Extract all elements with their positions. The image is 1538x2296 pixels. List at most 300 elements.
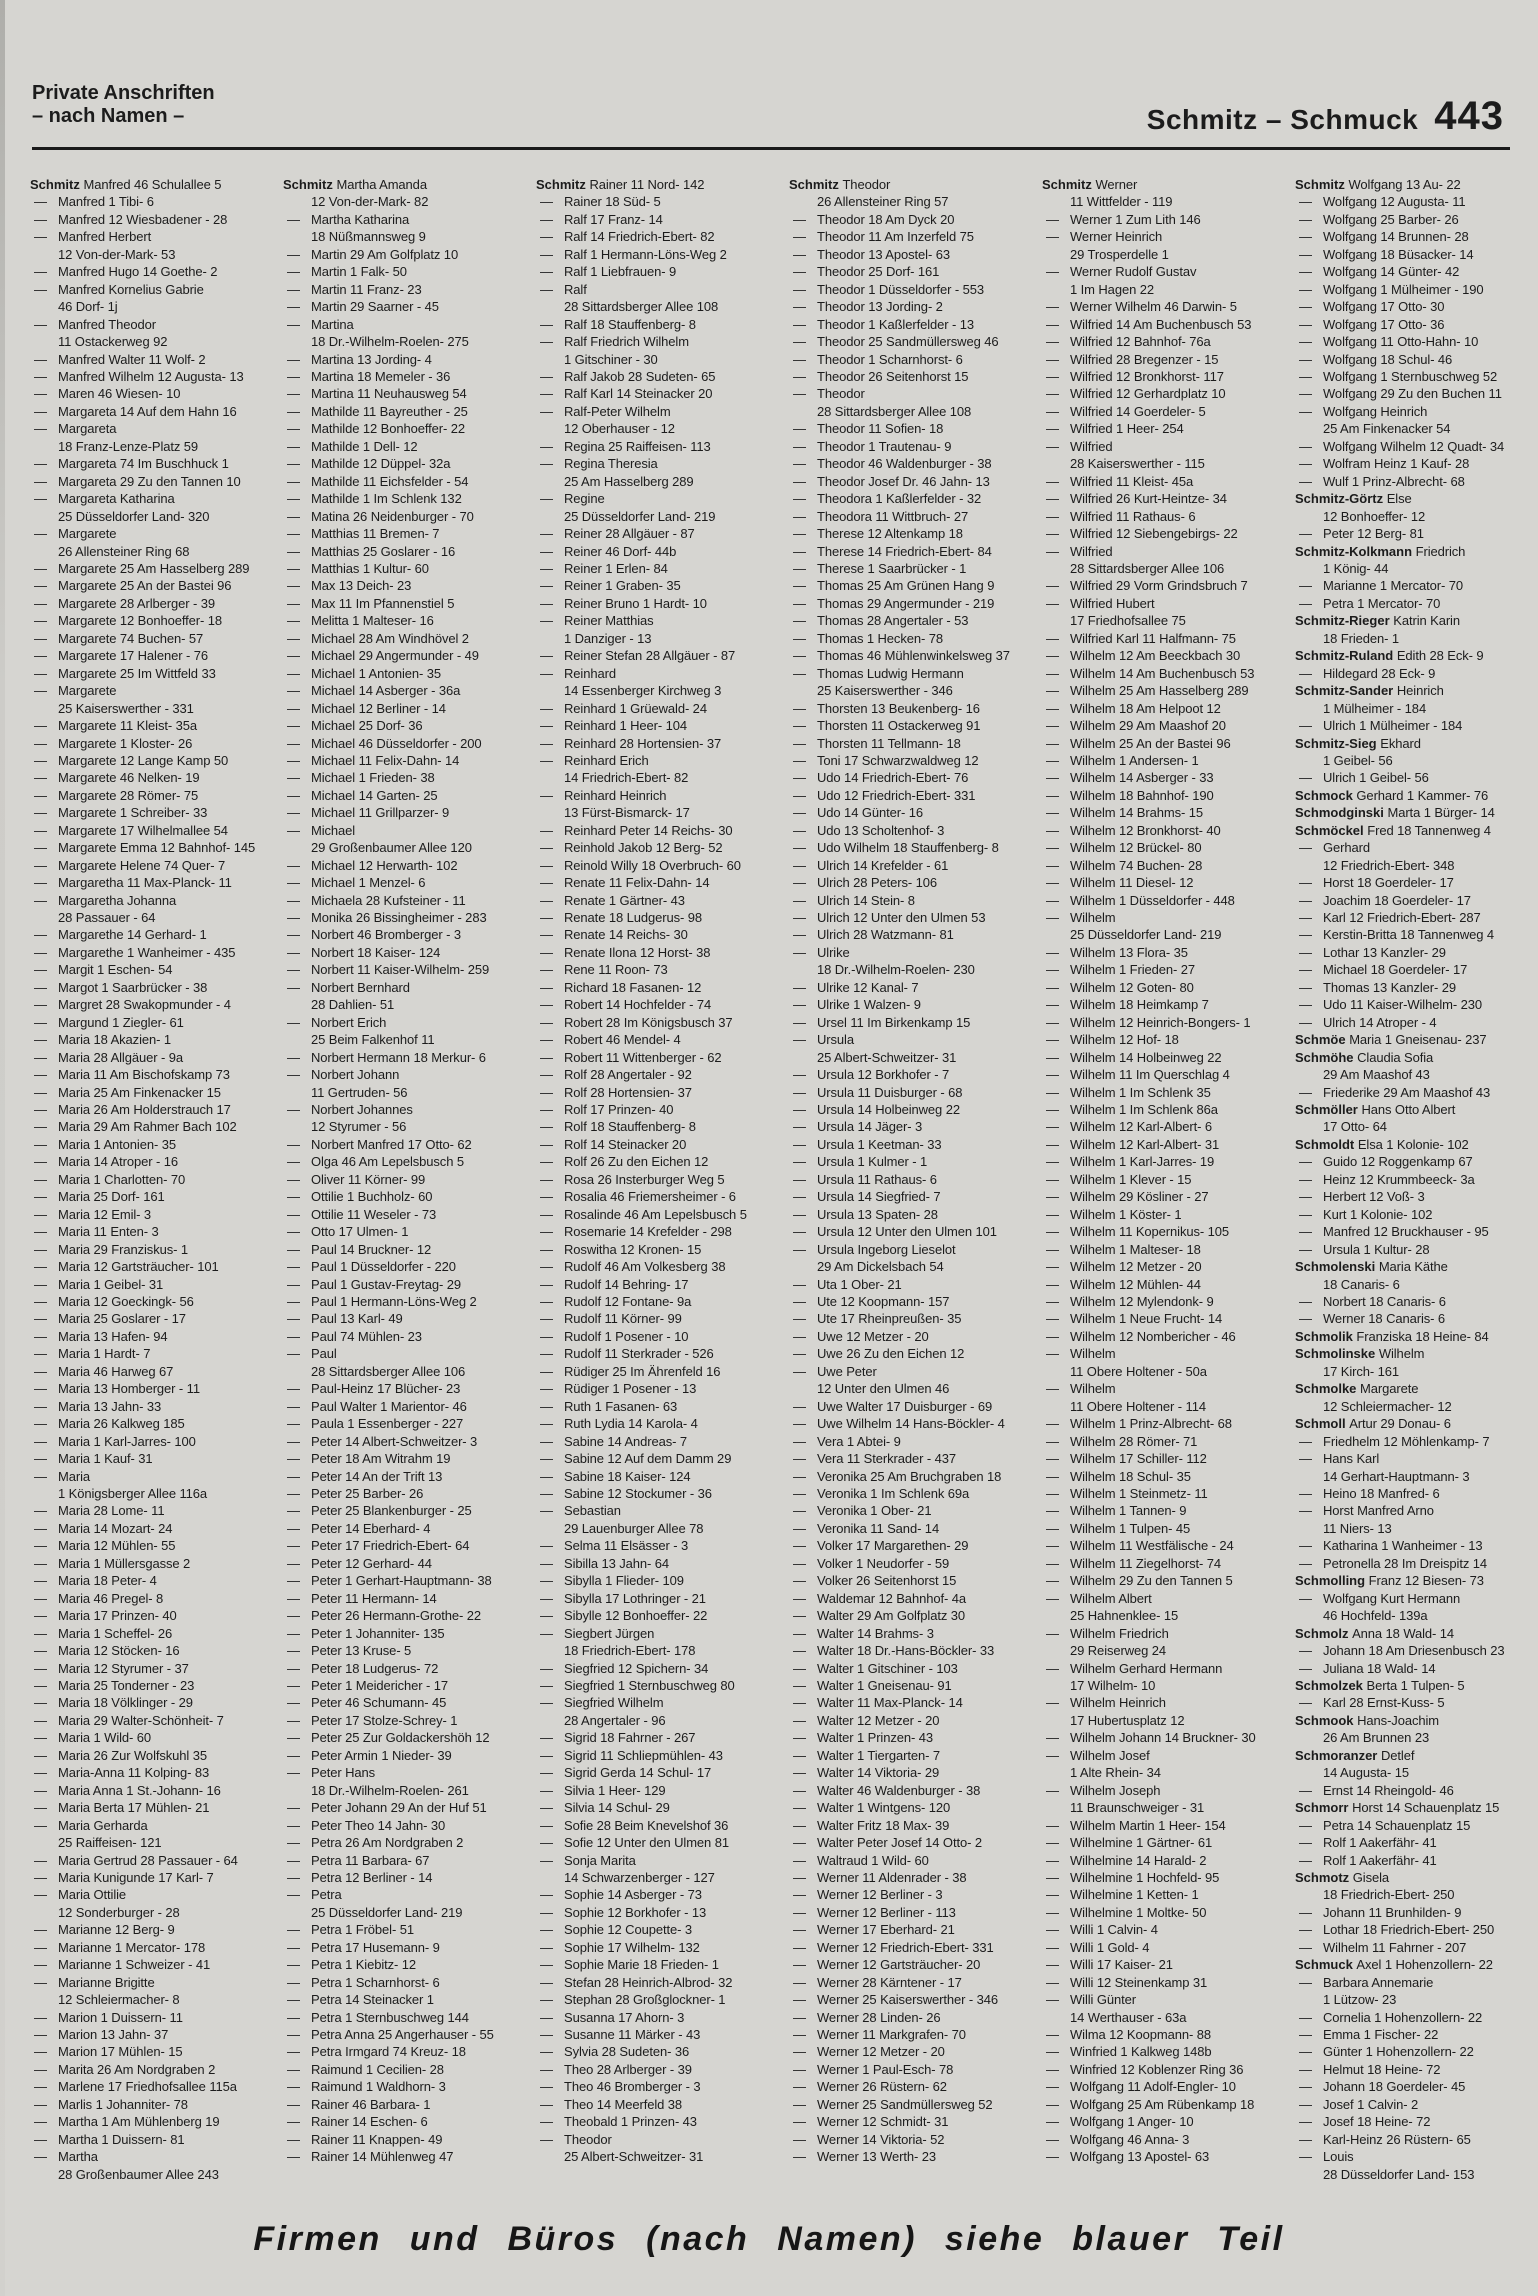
entry-continuation: 18 Dr.-Wilhelm-Roelen- 275: [311, 334, 469, 350]
ditto-dash: —: [1299, 2009, 1312, 2025]
entry-line: — Reinhard 1 Grüewald- 24: [540, 700, 707, 716]
ditto-dash: —: [540, 1800, 553, 1816]
ditto-dash: —: [287, 386, 300, 402]
entry-line: — Friederike 29 Am Maashof 43: [1299, 1084, 1491, 1100]
ditto-dash: —: [1046, 491, 1059, 507]
ditto-dash: —: [1046, 1416, 1059, 1432]
ditto-dash: —: [34, 560, 47, 576]
ditto-dash: —: [540, 613, 553, 629]
directory-entry: [789, 385, 1033, 420]
ditto-dash: —: [34, 1259, 47, 1275]
entry-line: — Willi Günter: [1046, 1992, 1136, 2008]
ditto-dash: —: [540, 246, 553, 262]
directory-entry: [283, 804, 527, 821]
ditto-dash: —: [1299, 1294, 1312, 1309]
directory-entry: [789, 787, 1033, 804]
ditto-dash: —: [34, 1381, 47, 1397]
ditto-dash: —: [540, 1171, 553, 1187]
directory-entry: [1295, 1921, 1538, 1938]
ditto-dash: —: [1299, 595, 1312, 611]
entry-line: — Wilhelm Johann 14 Bruckner- 30: [1046, 1730, 1256, 1746]
entry-line: — Wilhelm 1 Köster- 1: [1046, 1206, 1182, 1222]
ditto-dash: —: [34, 1433, 47, 1449]
directory-entry: [30, 193, 274, 210]
entry-line: — Theo 46 Bromberger - 3: [540, 2079, 701, 2095]
entry-line: — Margarete Emma 12 Bahnhof- 145: [34, 840, 256, 856]
entry-line: — Wolfgang 17 Otto- 36: [1299, 316, 1445, 332]
directory-entry: [1295, 1153, 1538, 1170]
directory-entry: [1042, 228, 1286, 263]
directory-entry: [789, 1398, 1033, 1415]
entry-line: — Margarete 17 Halener - 76: [34, 648, 208, 664]
ditto-dash: —: [793, 1276, 806, 1292]
directory-entry: [536, 996, 780, 1013]
entry-line: — Petra 1 Scharnhorst- 6: [287, 1974, 440, 1990]
ditto-dash: —: [287, 1189, 300, 1205]
ditto-dash: —: [540, 1224, 553, 1240]
ditto-dash: —: [287, 1206, 300, 1222]
ditto-dash: —: [287, 665, 300, 681]
directory-entry: [283, 316, 527, 351]
entry-continuation: 1 Im Hagen 22: [1070, 281, 1154, 297]
ditto-dash: —: [34, 1538, 47, 1554]
entry-continuation: 46 Hochfeld- 139a: [1323, 1608, 1428, 1624]
ditto-dash: —: [1299, 438, 1312, 454]
entry-line: — Margarete 25 Im Wittfeld 33: [34, 665, 216, 681]
entry-line: — Rolf 17 Prinzen- 40: [540, 1102, 674, 1118]
entry-line: — Lothar 18 Friedrich-Ebert- 250: [1299, 1922, 1495, 1938]
entry-line: — Michael 11 Grillparzer- 9: [287, 805, 450, 821]
directory-entry: [30, 804, 274, 821]
entry-line: — Mathilde 1 Dell- 12: [287, 438, 418, 454]
ditto-dash: —: [287, 1765, 300, 1781]
page-number: 443: [1434, 94, 1504, 138]
ditto-dash: —: [1046, 229, 1059, 245]
ditto-dash: —: [287, 1817, 300, 1833]
entry-continuation: 25 Beim Falkenhof 11: [311, 1032, 435, 1048]
entry-line: — Maria Gerharda: [34, 1817, 148, 1833]
directory-entry: [1042, 508, 1286, 525]
entry-line: — Reinhard Peter 14 Reichs- 30: [540, 822, 733, 838]
ditto-dash: —: [287, 1503, 300, 1519]
ditto-dash: —: [1046, 438, 1059, 454]
directory-entry: [283, 368, 527, 385]
ditto-dash: —: [1299, 944, 1312, 960]
entry-line: — Wilhelm Josef: [1046, 1747, 1150, 1763]
entry-line: — Maria 1 Wild- 60: [34, 1730, 152, 1746]
entry-line: — Theodor 25 Dorf- 161: [793, 264, 940, 280]
ditto-dash: —: [1046, 1294, 1059, 1309]
ditto-dash: —: [540, 1660, 553, 1676]
directory-entry: [1295, 996, 1538, 1013]
ditto-dash: —: [34, 1555, 47, 1571]
ditto-dash: —: [287, 910, 300, 926]
entry-line: — Martha Katharina: [287, 211, 410, 227]
ditto-dash: —: [1046, 2044, 1059, 2060]
directory-entry: [283, 490, 527, 507]
entry-line: — Herbert 12 Voß- 3: [1299, 1189, 1425, 1205]
ditto-dash: —: [1046, 1695, 1059, 1711]
entry-line: — Norbert 46 Bromberger - 3: [287, 927, 461, 943]
entry-line: — Reiner 1 Erlen- 84: [540, 560, 668, 576]
directory-entry: [789, 752, 1033, 769]
entry-continuation: 1 Geibel- 56: [1323, 752, 1393, 768]
entry-line: — Margareta 14 Auf dem Hahn 16: [34, 403, 237, 419]
entry-line: — Uwe Wilhelm 14 Hans-Böckler- 4: [793, 1416, 1005, 1432]
directory-entry: [1042, 438, 1286, 473]
entry-line: — Rudolf 11 Sterkrader - 526: [540, 1346, 714, 1362]
ditto-dash: —: [793, 1067, 806, 1083]
ditto-dash: —: [793, 386, 806, 402]
directory-entry: [1042, 1049, 1286, 1066]
ditto-dash: —: [540, 822, 553, 838]
ditto-dash: —: [793, 264, 806, 280]
entry-line: — Ulrike 12 Kanal- 7: [793, 979, 919, 995]
entry-line: — Werner 1 Paul-Esch- 78: [793, 2061, 954, 2077]
entry-line: — Rolf 14 Steinacker 20: [540, 1136, 687, 1152]
entry-line: — Rudolf 14 Behring- 17: [540, 1276, 689, 1292]
directory-entry: [789, 211, 1033, 228]
entry-line: — Siegfried Wilhelm: [540, 1695, 664, 1711]
ditto-dash: —: [34, 1346, 47, 1362]
ditto-dash: —: [34, 805, 47, 821]
directory-entry: [789, 1468, 1033, 1485]
ditto-dash: —: [34, 2009, 47, 2025]
directory-entry: [1042, 1171, 1286, 1188]
directory-entry: [30, 351, 274, 368]
directory-entry: [30, 1520, 274, 1537]
ditto-dash: —: [793, 1573, 806, 1589]
entry-continuation: 25 Düsseldorfer Land- 320: [58, 508, 210, 524]
entry-line: — Willi 1 Calvin- 4: [1046, 1922, 1158, 1938]
directory-entry: [789, 1939, 1033, 1956]
ditto-dash: —: [1299, 1206, 1312, 1222]
directory-entry: [1042, 1223, 1286, 1240]
directory-entry: [1295, 1852, 1538, 1869]
entry-line: — Peter Armin 1 Nieder- 39: [287, 1747, 452, 1763]
ditto-dash: —: [793, 595, 806, 611]
entry-line: — Sonja Marita: [540, 1852, 636, 1868]
entry-line: — Udo 11 Kaiser-Wilhelm- 230: [1299, 997, 1482, 1013]
ditto-dash: —: [1046, 1887, 1059, 1903]
entry-line: — Sophie Marie 18 Frieden- 1: [540, 1957, 719, 1973]
ditto-dash: —: [34, 1765, 47, 1781]
entry-line: — Ralf: [540, 281, 587, 297]
ditto-dash: —: [540, 2061, 553, 2077]
ditto-dash: —: [540, 578, 553, 594]
entry-line: — Walter Fritz 18 Max- 39: [793, 1817, 950, 1833]
ditto-dash: —: [1046, 1538, 1059, 1554]
ditto-dash: —: [793, 1869, 806, 1885]
directory-entry: [1295, 822, 1538, 839]
ditto-dash: —: [287, 1416, 300, 1432]
ditto-dash: —: [34, 683, 47, 699]
entry-line: — Regina 25 Raiffeisen- 113: [540, 438, 711, 454]
directory-entry: [1295, 403, 1538, 438]
directory-entry: [283, 1921, 527, 1938]
directory-entry: [283, 926, 527, 943]
entry-line: Schmoldt Elsa 1 Kolonie- 102: [1295, 1136, 1469, 1152]
entry-line: — Wilhelm 1 Neue Frucht- 14: [1046, 1311, 1223, 1327]
directory-entry: [283, 1520, 527, 1537]
directory-entry: [1295, 351, 1538, 368]
ditto-dash: —: [793, 648, 806, 664]
entry-line: — Robert 14 Hochfelder - 74: [540, 997, 712, 1013]
entry-line: — Wilhelmine 1 Ketten- 1: [1046, 1887, 1199, 1903]
directory-entry: [30, 1153, 274, 1170]
directory-entry: [30, 595, 274, 612]
directory-entry: [1042, 1415, 1286, 1432]
directory-entry: [1295, 490, 1538, 525]
entry-line: — Ulrike 1 Walzen- 9: [793, 997, 921, 1013]
entry-line: — Willi 17 Kaiser- 21: [1046, 1957, 1173, 1973]
directory-entry: [1042, 1625, 1286, 1660]
directory-entry: [30, 926, 274, 943]
directory-entry: [1295, 1101, 1538, 1136]
entry-line: Schmodginski Marta 1 Bürger- 14: [1295, 805, 1495, 821]
directory-entry: [789, 700, 1033, 717]
ditto-dash: —: [793, 1747, 806, 1763]
directory-entry: [536, 612, 780, 647]
ditto-dash: —: [793, 421, 806, 437]
entry-line: — Margit 1 Eschen- 54: [34, 962, 173, 978]
ditto-dash: —: [540, 840, 553, 856]
entry-line: — Wilhelm 18 Am Helpoot 12: [1046, 700, 1221, 716]
ditto-dash: —: [34, 2044, 47, 2060]
directory-entry: [283, 211, 527, 246]
entry-line: — Wilhelm Gerhard Hermann: [1046, 1660, 1223, 1676]
surname: Schmuck: [1295, 1957, 1357, 1973]
ditto-dash: —: [1299, 2131, 1312, 2147]
ditto-dash: —: [287, 1660, 300, 1676]
ditto-dash: —: [540, 962, 553, 978]
entry-line: — Wilhelm: [1046, 910, 1116, 926]
entry-line: — Wilhelm 18 Heimkamp 7: [1046, 997, 1209, 1013]
directory-entry: [1042, 630, 1286, 647]
ditto-dash: —: [1299, 1782, 1312, 1798]
directory-entry: [30, 2096, 274, 2113]
ditto-dash: —: [540, 1765, 553, 1781]
entry-line: Schmotz Gisela: [1295, 1869, 1390, 1885]
entry-line: — Maria 29 Walter-Schönheit- 7: [34, 1712, 224, 1728]
ditto-dash: —: [34, 456, 47, 472]
ditto-dash: —: [1299, 1922, 1312, 1938]
directory-entry: [536, 438, 780, 455]
entry-continuation: 12 Oberhauser - 12: [564, 421, 675, 437]
entry-line: — Martha 1 Duissern- 81: [34, 2131, 185, 2147]
entry-line: — Peter 25 Blankenburger - 25: [287, 1503, 472, 1519]
directory-entry: [536, 1014, 780, 1031]
directory-entry: [30, 2061, 274, 2078]
entry-line: — Michael 1 Antonien- 35: [287, 665, 442, 681]
entry-line: — Rosalinde 46 Am Lepelsbusch 5: [540, 1206, 747, 1222]
entry-line: — Ralf Karl 14 Steinacker 20: [540, 386, 713, 402]
directory-entry: [1295, 769, 1538, 786]
entry-line: — Wilhelm 1 Im Schlenk 86a: [1046, 1102, 1218, 1118]
entry-line: — Maria 14 Mozart- 24: [34, 1520, 173, 1536]
directory-entry: [1042, 1066, 1286, 1083]
entry-line: — Uta 1 Ober- 21: [793, 1276, 902, 1292]
entry-line: — Ruth Lydia 14 Karola- 4: [540, 1416, 698, 1432]
entry-line: — Wolfgang 17 Otto- 30: [1299, 299, 1445, 315]
ditto-dash: —: [1046, 997, 1059, 1013]
ditto-dash: —: [793, 1520, 806, 1536]
directory-entry: [536, 1241, 780, 1258]
entry-line: — Rolf 26 Zu den Eichen 12: [540, 1154, 709, 1170]
entry-line: Schmitz-Sieg Ekhard: [1295, 735, 1421, 751]
ditto-dash: —: [793, 1206, 806, 1222]
ditto-dash: —: [287, 578, 300, 594]
ditto-dash: —: [793, 1398, 806, 1414]
entry-line: — Ursula 11 Rathaus- 6: [793, 1171, 937, 1187]
ditto-dash: —: [287, 1381, 300, 1397]
directory-entry: [1295, 787, 1538, 804]
surname: Schmitz: [1042, 177, 1096, 192]
entry-line: — Manfred 1 Tibi- 6: [34, 194, 154, 210]
entry-line: Schmitz Manfred 46 Schulallee 5: [30, 177, 222, 192]
entry-line: — Robert 28 Im Königsbusch 37: [540, 1014, 733, 1030]
directory-entry: [283, 1136, 527, 1153]
surname: Schmitz: [283, 177, 337, 192]
directory-entry: [789, 1852, 1033, 1869]
directory-entry: [30, 1799, 274, 1816]
entry-line: — Wilfried: [1046, 438, 1113, 454]
entry-line: — Maria 18 Völklinger - 29: [34, 1695, 193, 1711]
directory-entry: [1042, 1031, 1286, 1048]
ditto-dash: —: [793, 2131, 806, 2147]
ditto-dash: —: [793, 665, 806, 681]
directory-entry: [789, 892, 1033, 909]
ditto-dash: —: [1046, 1573, 1059, 1589]
directory-entry: [1042, 490, 1286, 507]
directory-entry: [1295, 2148, 1538, 2183]
ditto-dash: —: [34, 1468, 47, 1484]
directory-entry: [536, 1450, 780, 1467]
entry-line: — Peter 11 Hermann- 14: [287, 1590, 437, 1606]
entry-continuation: 28 Kaiserswerther - 115: [1070, 456, 1205, 472]
directory-entry: [1295, 595, 1538, 612]
footer-notice: Firmen und Büros (nach Namen) siehe blauer Teil: [253, 2220, 1285, 2258]
directory-entry: [283, 1694, 527, 1711]
directory-entry: [1295, 682, 1538, 717]
directory-entry: [536, 1468, 780, 1485]
entry-line: — Werner Wilhelm 46 Darwin- 5: [1046, 299, 1237, 315]
directory-entry: [283, 1869, 527, 1886]
ditto-dash: —: [793, 351, 806, 367]
directory-entry: [536, 700, 780, 717]
entry-line: — Wilhelm 11 Ziegelhorst- 74: [1046, 1555, 1222, 1571]
directory-entry: [1042, 1258, 1286, 1275]
entry-line: — Thomas Ludwig Hermann: [793, 665, 964, 681]
ditto-dash: —: [34, 403, 47, 419]
entry-line: — Petra 12 Berliner - 14: [287, 1869, 433, 1885]
ditto-dash: —: [1046, 1939, 1059, 1955]
directory-entry: [283, 682, 527, 699]
directory-entry: [789, 2009, 1033, 2026]
entry-line: — Reiner 46 Dorf- 44b: [540, 543, 677, 559]
directory-entry: [30, 1188, 274, 1205]
ditto-dash: —: [540, 1451, 553, 1467]
directory-entry: [789, 525, 1033, 542]
directory-entry: [1042, 839, 1286, 856]
entry-line: — Wilhelm 12 Karl-Albert- 31: [1046, 1136, 1220, 1152]
ditto-dash: —: [1046, 1625, 1059, 1641]
entry-line: — Hans Karl: [1299, 1451, 1380, 1467]
ditto-dash: —: [34, 421, 47, 437]
ditto-dash: —: [287, 1294, 300, 1309]
directory-entry: [1042, 1694, 1286, 1729]
entry-line: — Peter 17 Stolze-Schrey- 1: [287, 1712, 458, 1728]
entry-line: — Matthias 1 Kultur- 60: [287, 560, 429, 576]
directory-entry: [536, 2113, 780, 2130]
entry-line: Schmolzek Berta 1 Tulpen- 5: [1295, 1677, 1465, 1693]
surname: Schmolz: [1295, 1625, 1353, 1641]
directory-entry: [789, 2061, 1033, 2078]
ditto-dash: —: [1046, 1835, 1059, 1851]
entry-line: — Maria 18 Peter- 4: [34, 1573, 157, 1589]
entry-line: — Martin 29 Saarner - 45: [287, 299, 439, 315]
entry-line: — Norbert 18 Kaiser- 124: [287, 944, 441, 960]
ditto-dash: —: [1046, 1014, 1059, 1030]
directory-entry: [1295, 1712, 1538, 1747]
entry-line: — Walter 14 Viktoria- 29: [793, 1765, 940, 1781]
directory-entry: [1042, 176, 1286, 211]
entry-line: — Ulrich 14 Krefelder - 61: [793, 857, 949, 873]
entry-line: — Manfred Wilhelm 12 Augusta- 13: [34, 368, 244, 384]
entry-line: — Michael 46 Düsseldorfer - 200: [287, 735, 482, 751]
entry-line: — Walter 1 Prinzen- 43: [793, 1730, 934, 1746]
ditto-dash: —: [287, 683, 300, 699]
ditto-dash: —: [287, 316, 300, 332]
entry-line: — Marianne 1 Schweizer - 41: [34, 1957, 211, 1973]
entry-line: Schmitz Werner: [1042, 177, 1138, 192]
directory-entry: [1295, 1747, 1538, 1782]
directory-entry: [536, 1834, 780, 1851]
entry-line: — Peter 25 Barber- 26: [287, 1485, 424, 1501]
entry-line: — Norbert 18 Canaris- 6: [1299, 1294, 1446, 1309]
entry-line: — Thomas 13 Kanzler- 29: [1299, 979, 1457, 995]
entry-line: — Walter 11 Max-Planck- 14: [793, 1695, 963, 1711]
entry-continuation: 12 Sonderburger - 28: [58, 1904, 180, 1920]
ditto-dash: —: [793, 508, 806, 524]
directory-entry: [789, 1974, 1033, 1991]
directory-entry: [536, 1485, 780, 1502]
entry-line: — Ursula 13 Spaten- 28: [793, 1206, 938, 1222]
entry-continuation: 14 Werthauser - 63a: [1070, 2009, 1187, 2025]
ditto-dash: —: [287, 1451, 300, 1467]
directory-entry: [536, 874, 780, 891]
ditto-dash: —: [287, 2079, 300, 2095]
ditto-dash: —: [1299, 1852, 1312, 1868]
ditto-dash: —: [34, 1328, 47, 1344]
directory-entry: [789, 1904, 1033, 1921]
directory-entry: [1295, 316, 1538, 333]
directory-entry: [30, 560, 274, 577]
entry-line: — Wolfgang 1 Sternbuschweg 52: [1299, 368, 1498, 384]
ditto-dash: —: [287, 438, 300, 454]
ditto-dash: —: [540, 595, 553, 611]
entry-line: — Maria 1 Scheffel- 26: [34, 1625, 173, 1641]
entry-line: Schmöe Maria 1 Gneisenau- 237: [1295, 1032, 1487, 1048]
directory-entry: [789, 1241, 1033, 1276]
ditto-dash: —: [1299, 1485, 1312, 1501]
ditto-dash: —: [793, 334, 806, 350]
entry-line: — Wilhelm 14 Asberger - 33: [1046, 770, 1214, 786]
entry-line: — Otto 17 Ulmen- 1: [287, 1224, 409, 1240]
entry-continuation: 28 Sittardsberger Allee 108: [817, 403, 972, 419]
directory-entry: [30, 1694, 274, 1711]
entry-line: — Barbara Annemarie: [1299, 1974, 1434, 1990]
